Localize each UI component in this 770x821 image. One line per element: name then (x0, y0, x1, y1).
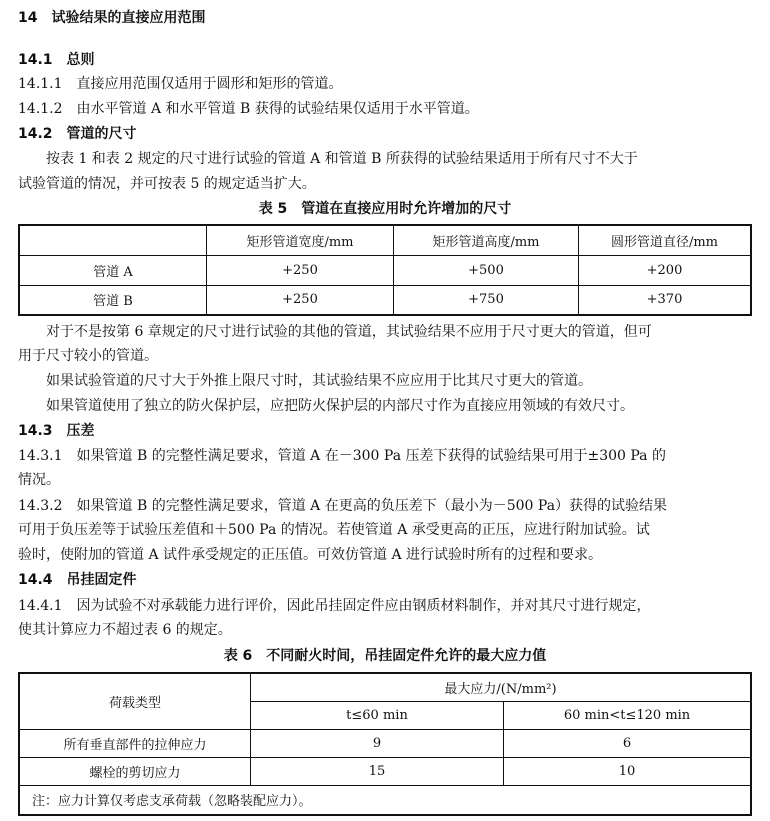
table-row (19, 255, 751, 285)
table-5-cell: +250 (207, 285, 394, 315)
table-5-cell: +370 (579, 285, 752, 315)
table-5-row-label: 管道 B (19, 285, 207, 315)
table-5-row-label: 管道 A (19, 255, 207, 285)
table-6-col-60min: t≤60 min (251, 701, 504, 729)
paragraph-14-2-4: 如果管道使用了独立的防火保护层，应把防火保护层的内部尺寸作为直接应用领域的有效尺寸。 (46, 398, 634, 414)
table-6-col-120min: 60 min<t≤120 min (504, 701, 752, 729)
clause-14-1-1: 14.1.1 直接应用范围仅适用于圆形和矩形的管道。 (18, 76, 343, 92)
table-6-cell: 6 (504, 729, 752, 757)
table-6-cell: 15 (251, 757, 504, 785)
clause-14-4-1-line2: 使其计算应力不超过表 6 的规定。 (18, 622, 232, 638)
table-6-header-row (19, 673, 751, 701)
table-5-header-height: 矩形管道高度/mm (394, 225, 579, 255)
paragraph-14-2-line2: 试验管道的情况，并可按表 5 的规定适当扩大。 (18, 176, 316, 192)
table-6 (18, 672, 752, 816)
clause-14-3-2-line1: 14.3.2 如果管道 B 的完整性满足要求，管道 A 在更高的负压差下（最小为－500 Pa）获得的试验结果 (18, 498, 668, 514)
table-5-cell: +250 (207, 255, 394, 285)
table-6-row-label: 所有垂直部件的拉伸应力 (19, 729, 251, 757)
section-14-2-heading: 14.2 管道的尺寸 (18, 126, 137, 142)
table-6-max-stress-header: 最大应力/(N/mm²) (251, 673, 752, 701)
section-14-heading: 14 试验结果的直接应用范围 (18, 10, 206, 26)
paragraph-14-2-2-line2: 用于尺寸较小的管道。 (18, 348, 158, 364)
section-14-3-heading: 14.3 压差 (18, 423, 95, 439)
clause-14-3-2-line3: 验时，使附加的管道 A 试件承受规定的正压值。可效仿管道 A 进行试验时所有的过程和要求。 (18, 547, 603, 563)
clause-14-1-2: 14.1.2 由水平管道 A 和水平管道 B 获得的试验结果仅适用于水平管道。 (18, 101, 479, 117)
section-14-1-heading: 14.1 总则 (18, 52, 95, 68)
table-6-note: 注：应力计算仅考虑支承荷载（忽略装配应力）。 (19, 785, 751, 815)
paragraph-14-2-3: 如果试验管道的尺寸大于外推上限尺寸时，其试验结果不应应用于比其尺寸更大的管道。 (46, 373, 592, 389)
table-6-note-row (19, 785, 751, 815)
table-6-cell: 9 (251, 729, 504, 757)
table-6-caption: 表 6 不同耐火时间，吊挂固定件允许的最大应力值 (223, 648, 547, 664)
table-6-load-type-header: 荷载类型 (19, 673, 251, 729)
table-5-header-width: 矩形管道宽度/mm (207, 225, 394, 255)
table-5-header-row (19, 225, 751, 255)
paragraph-14-2-2-line1: 对于不是按第 6 章规定的尺寸进行试验的其他的管道，其试验结果不应用于尺寸更大的管道，但可 (46, 324, 652, 340)
clause-14-3-1-line1: 14.3.1 如果管道 B 的完整性满足要求，管道 A 在－300 Pa 压差下获得的试验结果可用于±300 Pa 的 (18, 448, 666, 464)
clause-14-3-2-line2: 可用于负压差等于试验压差值和＋500 Pa 的情况。若使管道 A 承受更高的正压，应进行附加试验。试 (18, 522, 650, 538)
table-5-header-diameter: 圆形管道直径/mm (579, 225, 752, 255)
table-5-cell: +200 (579, 255, 752, 285)
table-5-cell: +750 (394, 285, 579, 315)
table-6-cell: 10 (504, 757, 752, 785)
table-row (19, 729, 751, 757)
table-5 (18, 224, 752, 316)
table-5-caption: 表 5 管道在直接应用时允许增加的尺寸 (258, 201, 512, 217)
section-14-4-heading: 14.4 吊挂固定件 (18, 572, 137, 588)
table-row (19, 285, 751, 315)
table-5-cell: +500 (394, 255, 579, 285)
clause-14-4-1-line1: 14.4.1 因为试验不对承载能力进行评价，因此吊挂固定件应由钢质材料制作，并对其尺寸进行规定， (18, 598, 651, 614)
paragraph-14-2-line1: 按表 1 和表 2 规定的尺寸进行试验的管道 A 和管道 B 所获得的试验结果适用于所有尺寸不大于 (46, 151, 638, 167)
clause-14-3-1-line2: 情况。 (18, 472, 60, 488)
table-6-row-label: 螺栓的剪切应力 (19, 757, 251, 785)
table-5-header-empty (19, 225, 207, 255)
table-row (19, 757, 751, 785)
